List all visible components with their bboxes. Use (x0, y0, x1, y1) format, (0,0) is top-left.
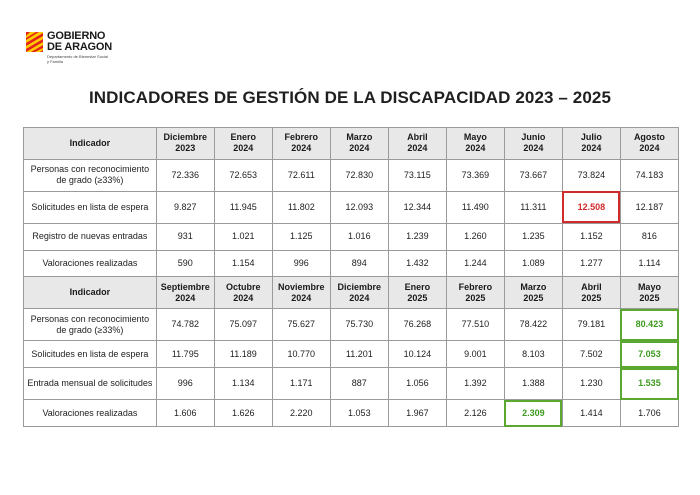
table-cell: 590 (156, 250, 214, 277)
table-cell: 11.795 (156, 341, 214, 368)
table-cell: 2.220 (272, 400, 330, 427)
table-row (24, 223, 679, 250)
row-label: Solicitudes en lista de espera (24, 191, 157, 223)
table-cell: 75.627 (272, 309, 330, 341)
column-header (214, 128, 272, 160)
column-header-month: Agosto (633, 132, 665, 143)
table-cell: 1.016 (330, 223, 388, 250)
table-cell: 75.097 (214, 309, 272, 341)
table-cell: 73.667 (504, 159, 562, 191)
row-label: Personas con reconocimiento de grado (≥33%) (24, 159, 157, 191)
table-cell: 11.189 (214, 341, 272, 368)
table-cell: 7.502 (562, 341, 620, 368)
table-cell: 1.606 (156, 400, 214, 427)
table-cell: 894 (330, 250, 388, 277)
highlighted-cell: 7.053 (620, 341, 678, 368)
column-header-month: Enero (404, 281, 431, 292)
column-header-indicador: Indicador (24, 128, 157, 160)
logo-line-1: GOBIERNO (47, 30, 106, 42)
column-header-year: 2024 (291, 292, 312, 303)
column-header (388, 128, 446, 160)
column-header-month: Noviembre (278, 281, 325, 292)
column-header (330, 277, 388, 309)
table-cell: 1.114 (620, 250, 678, 277)
column-header (214, 277, 272, 309)
column-header-year: 2024 (639, 143, 660, 154)
table-cell: 73.115 (388, 159, 446, 191)
column-header-month: Enero (230, 132, 257, 143)
table-cell: 1.706 (620, 400, 678, 427)
column-header-month: Febrero (458, 281, 493, 292)
table-cell: 1.392 (446, 368, 504, 400)
column-header-year: 2024 (581, 143, 602, 154)
table-cell: 1.089 (504, 250, 562, 277)
column-header-month: Mayo (637, 281, 661, 292)
table-cell: 79.181 (562, 309, 620, 341)
table-cell: 1.056 (388, 368, 446, 400)
header-row (24, 277, 679, 309)
column-header (504, 128, 562, 160)
highlighted-cell: 12.508 (562, 191, 620, 223)
column-header (388, 277, 446, 309)
highlighted-cell: 1.535 (620, 368, 678, 400)
table-cell: 74.782 (156, 309, 214, 341)
table-cell: 12.093 (330, 191, 388, 223)
table-cell: 1.244 (446, 250, 504, 277)
table-row (24, 400, 679, 427)
table-cell: 74.183 (620, 159, 678, 191)
column-header (330, 128, 388, 160)
column-header-year: 2025 (581, 292, 602, 303)
column-header-year: 2024 (291, 143, 312, 154)
table-cell: 1.171 (272, 368, 330, 400)
table-cell: 2.126 (446, 400, 504, 427)
table-cell: 1.414 (562, 400, 620, 427)
column-header-year: 2024 (233, 292, 254, 303)
table-cell: 73.369 (446, 159, 504, 191)
table-cell: 1.134 (214, 368, 272, 400)
table-cell: 72.336 (156, 159, 214, 191)
table-cell: 887 (330, 368, 388, 400)
gobierno-aragon-logo (26, 30, 156, 70)
table-cell: 75.730 (330, 309, 388, 341)
logo-department-2: y Familia (47, 59, 64, 64)
table-cell: 76.268 (388, 309, 446, 341)
table-cell: 72.611 (272, 159, 330, 191)
header-row (24, 128, 679, 160)
column-header (562, 128, 620, 160)
column-header (156, 277, 214, 309)
column-header-month: Julio (580, 132, 602, 143)
column-header (446, 277, 504, 309)
table-cell: 816 (620, 223, 678, 250)
table-cell: 1.260 (446, 223, 504, 250)
table-row (24, 341, 679, 368)
table-cell: 77.510 (446, 309, 504, 341)
column-header-month: Octubre (226, 281, 261, 292)
table-cell: 1.125 (272, 223, 330, 250)
column-header-year: 2024 (465, 143, 486, 154)
table-cell: 996 (156, 368, 214, 400)
column-header-year: 2025 (407, 292, 428, 303)
table-cell: 1.152 (562, 223, 620, 250)
table-row (24, 309, 679, 341)
column-header-year: 2024 (523, 143, 544, 154)
table-cell: 931 (156, 223, 214, 250)
column-header-month: Junio (521, 132, 546, 143)
column-header-month: Marzo (520, 281, 547, 292)
logo-line-2: DE ARAGON (47, 41, 113, 53)
highlighted-cell: 80.423 (620, 309, 678, 341)
table-cell: 996 (272, 250, 330, 277)
table-cell: 1.432 (388, 250, 446, 277)
table-cell: 11.802 (272, 191, 330, 223)
column-header-month: Abril (407, 132, 428, 143)
table-cell: 12.344 (388, 191, 446, 223)
table-cell: 1.230 (562, 368, 620, 400)
table-cell: 11.945 (214, 191, 272, 223)
page-title: INDICADORES DE GESTIÓN DE LA DISCAPACIDAD 2023 – 2025 (88, 88, 612, 107)
indicators-table (23, 127, 679, 427)
column-header-year: 2025 (639, 292, 660, 303)
column-header (272, 128, 330, 160)
column-header (620, 277, 678, 309)
column-header-year: 2024 (175, 292, 196, 303)
table-cell: 10.770 (272, 341, 330, 368)
table-cell: 1.053 (330, 400, 388, 427)
column-header (156, 128, 214, 160)
row-label: Valoraciones realizadas (24, 250, 157, 277)
column-header-month: Diciembre (337, 281, 382, 292)
table-cell: 1.277 (562, 250, 620, 277)
column-header-year: 2025 (523, 292, 544, 303)
column-header-year: 2023 (175, 143, 196, 154)
column-header (620, 128, 678, 160)
row-label: Registro de nuevas entradas (24, 223, 157, 250)
table-cell: 9.001 (446, 341, 504, 368)
table-row (24, 368, 679, 400)
table-row (24, 191, 679, 223)
column-header-year: 2024 (349, 292, 370, 303)
column-header (272, 277, 330, 309)
table-cell: 1.021 (214, 223, 272, 250)
table-cell: 11.490 (446, 191, 504, 223)
column-header-month: Diciembre (163, 132, 208, 143)
column-header-month: Marzo (346, 132, 373, 143)
table-cell: 73.824 (562, 159, 620, 191)
column-header-month: Mayo (463, 132, 487, 143)
column-header-month: Febrero (284, 132, 319, 143)
column-header-year: 2024 (233, 143, 254, 154)
column-header (504, 277, 562, 309)
row-label: Solicitudes en lista de espera (24, 341, 157, 368)
column-header-month: Septiembre (160, 281, 210, 292)
table-cell: 11.311 (504, 191, 562, 223)
table-cell: 1.235 (504, 223, 562, 250)
table-cell: 10.124 (388, 341, 446, 368)
column-header-indicador: Indicador (24, 277, 157, 309)
column-header (562, 277, 620, 309)
table-cell: 78.422 (504, 309, 562, 341)
aragon-flag-icon (26, 32, 43, 52)
table-row (24, 159, 679, 191)
table-cell: 11.201 (330, 341, 388, 368)
table-cell: 1.388 (504, 368, 562, 400)
table-cell: 72.653 (214, 159, 272, 191)
column-header-year: 2024 (407, 143, 428, 154)
table-cell: 1.967 (388, 400, 446, 427)
table-cell: 1.154 (214, 250, 272, 277)
highlighted-cell: 2.309 (504, 400, 562, 427)
table-row (24, 250, 679, 277)
row-label: Entrada mensual de solicitudes (24, 368, 157, 400)
column-header-year: 2025 (465, 292, 486, 303)
table-cell: 72.830 (330, 159, 388, 191)
row-label: Personas con reconocimiento de grado (≥33%) (24, 309, 157, 341)
logo-department: Departamento de Bienestar Social (47, 54, 108, 59)
column-header-year: 2024 (349, 143, 370, 154)
column-header-month: Abril (581, 281, 602, 292)
table-cell: 9.827 (156, 191, 214, 223)
table-cell: 1.626 (214, 400, 272, 427)
table-cell: 12.187 (620, 191, 678, 223)
column-header (446, 128, 504, 160)
table-cell: 8.103 (504, 341, 562, 368)
table-cell: 1.239 (388, 223, 446, 250)
row-label: Valoraciones realizadas (24, 400, 157, 427)
